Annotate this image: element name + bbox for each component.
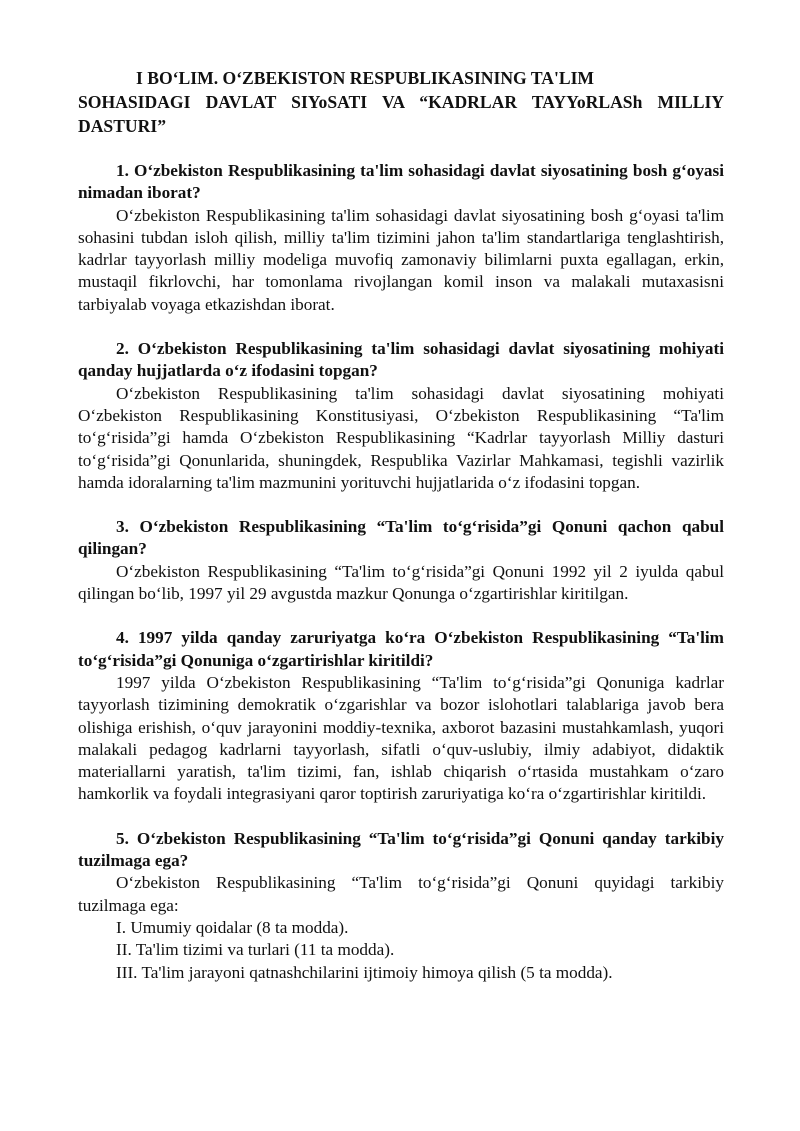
qa-block-2: [78, 338, 724, 494]
list-item: I. Umumiy qoidalar (8 ta modda).: [116, 917, 349, 937]
list-item: III. Ta'lim jarayoni qatnashchilarini ijtimoiy himoya qilish (5 ta modda).: [116, 962, 613, 982]
section-heading-line1: I BO‘LIM. O‘ZBEKISTON RESPUBLIKASINING TA'LIM: [136, 68, 595, 88]
qa-block-3: [78, 516, 724, 605]
section-heading-continued: SOHASIDAGI DAVLAT SIYoSATI VA “KADRLAR TAYYoRLASh MILLIY DASTURI”: [78, 92, 724, 136]
structure-list: [78, 917, 724, 984]
answer-1: O‘zbekiston Respublikasining ta'lim sohasidagi davlat siyosatining bosh g‘oyasi ta'lim sohasini tubdan isloh qilish, milliy ta'lim tizimini jahon ta'lim standartlariga tenglashtirish, kadrlar tayyorlash milliy modeliga muvofiq zamonaviy bilimlarni puxta egallagan, erkin, mustaqil fikrlovchi, har tomonlama rivojlangan komil inson va malakali mutaxasisni tarbiyalab voyaga etkazishdan iborat.: [78, 205, 724, 314]
question-2: 2. O‘zbekiston Respublikasining ta'lim sohasidagi davlat siyosatining mohiyati qanday hujjatlarda o‘z ifodasini topgan?: [78, 339, 724, 381]
qa-block-5: [78, 828, 724, 984]
answer-2: O‘zbekiston Respublikasining ta'lim sohasidagi davlat siyosatining mohiyati O‘zbekiston Respublikasining Konstitusiyasi, O‘zbekiston Respublikasining “Ta'lim to‘g‘risida”gi hamda O‘zbekiston Respublikasining “Kadrlar tayyorlash Milliy dasturi to‘g‘risida”gi Qonunlarida, shuningdek, Respublika Vazirlar Mahkamasi, tegishli vazirlik hamda idoralarning ta'lim mazmunini yorituvchi hujjatlarida o‘z ifodasini topgan.: [78, 383, 724, 492]
answer-4: 1997 yilda O‘zbekiston Respublikasining “Ta'lim to‘g‘risida”gi Qonuniga kadrlar tayyorlash tizimining demokratik o‘zgarishlar va bozor islohotlari talablariga javob bera olishiga erishish, o‘quv jarayonini moddiy-texnika, axborot bazasini mustahkamlash, yuqori malakali pedagog kadrlarni tayyorlash, sifatli o‘quv-uslubiy, ilmiy adabiyot, didaktik materiallarni yaratish, ta'lim tizimi, fan, ishlab chiqarish o‘rtasida mustahkam o‘zaro hamkorlik va foydali integrasiyani qaror toptirish zaruriyatiga ko‘ra o‘zgartirishlar kiritildi.: [78, 672, 724, 804]
answer-5: O‘zbekiston Respublikasining “Ta'lim to‘g‘risida”gi Qonuni quyidagi tarkibiy tuzilmaga ega:: [78, 873, 724, 915]
question-4: 4. 1997 yilda qanday zaruriyatga ko‘ra O‘zbekiston Respublikasining “Ta'lim to‘g‘risida”gi Qonuniga o‘zgartirishlar kiritildi?: [78, 628, 724, 670]
answer-3: O‘zbekiston Respublikasining “Ta'lim to‘g‘risida”gi Qonuni 1992 yil 2 iyulda qabul qilingan bo‘lib, 1997 yil 29 avgustda mazkur Qonunga o‘zgartirishlar kiritilgan.: [78, 561, 724, 604]
list-item: II. Ta'lim tizimi va turlari (11 ta modda).: [116, 940, 395, 960]
qa-block-1: [78, 160, 724, 316]
question-5: 5. O‘zbekiston Respublikasining “Ta'lim to‘g‘risida”gi Qonuni qanday tarkibiy tuzilmaga ega?: [78, 828, 724, 871]
qa-block-4: [78, 627, 724, 805]
question-3: 3. O‘zbekiston Respublikasining “Ta'lim to‘g‘risida”gi Qonuni qachon qabul qilingan?: [78, 517, 724, 559]
document-page: [78, 66, 724, 984]
question-1: 1. O‘zbekiston Respublikasining ta'lim sohasidagi davlat siyosatining bosh g‘oyasi nimadan iborat?: [78, 161, 724, 203]
